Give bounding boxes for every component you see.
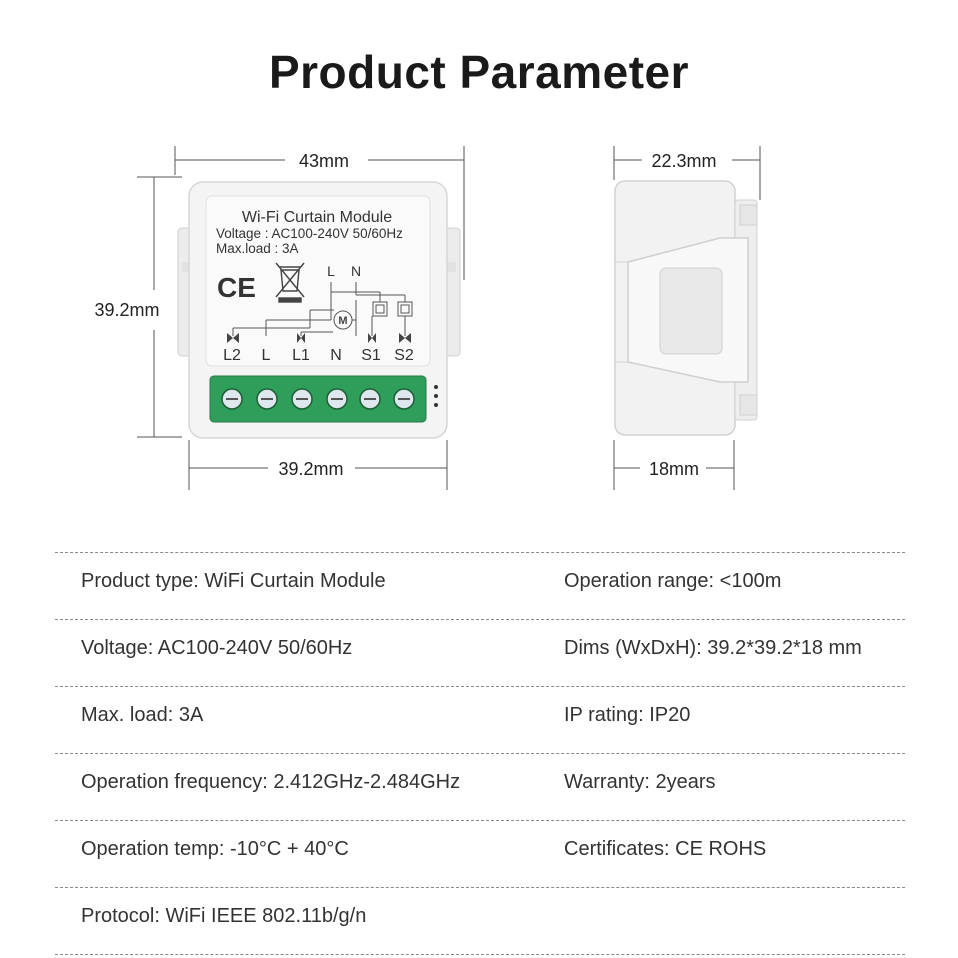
spec-protocol: Protocol: WiFi IEEE 802.11b/g/n (81, 905, 367, 927)
device-name: Wi-Fi Curtain Module (241, 209, 393, 226)
dim-front-width-bottom: 39.2mm (278, 459, 344, 479)
device-side-view (615, 181, 757, 435)
spec-operation-temp: Operation temp: -10°C + 40°C (81, 838, 349, 860)
spec-table (55, 552, 905, 955)
wiring-label-N: N (350, 263, 362, 279)
terminal-label: L (261, 347, 271, 364)
device-voltage: Voltage : AC100-240V 50/60Hz (216, 226, 403, 241)
page-title: Product Parameter (268, 46, 690, 98)
dim-side-depth-top: 22.3mm (651, 151, 717, 171)
spec-ip-rating: IP rating: IP20 (564, 704, 691, 726)
spec-voltage: Voltage: AC100-240V 50/60Hz (81, 637, 353, 659)
dim-front-height: 39.2mm (94, 300, 160, 320)
device-max-load: Max.load : 3A (216, 241, 299, 256)
terminal-label: S1 (361, 347, 381, 364)
spec-operation-range: Operation range: <100m (564, 570, 782, 592)
ce-mark: CE (217, 272, 256, 303)
spec-max-load: Max. load: 3A (81, 704, 204, 726)
spec-row (55, 753, 905, 820)
wiring-label-L: L (327, 263, 335, 279)
terminal-label: N (330, 347, 342, 364)
spec-row (55, 552, 905, 619)
motor-symbol: M (338, 315, 348, 327)
terminal-label: S2 (394, 347, 414, 364)
dim-front-width-top: 43mm (298, 151, 350, 171)
spec-operation-frequency: Operation frequency: 2.412GHz-2.484GHz (81, 771, 461, 793)
terminal-block (210, 376, 438, 422)
spec-row (55, 820, 905, 887)
spec-row (55, 619, 905, 686)
spec-row (55, 887, 905, 955)
spec-product-type: Product type: WiFi Curtain Module (81, 570, 386, 592)
spec-warranty: Warranty: 2years (564, 771, 716, 793)
spec-dims: Dims (WxDxH): 39.2*39.2*18 mm (564, 637, 862, 659)
dim-side-depth-bottom: 18mm (648, 459, 700, 479)
terminal-label: L2 (223, 347, 241, 364)
spec-row (55, 686, 905, 753)
spec-certificates: Certificates: CE ROHS (564, 838, 767, 860)
terminal-label: L1 (292, 347, 310, 364)
